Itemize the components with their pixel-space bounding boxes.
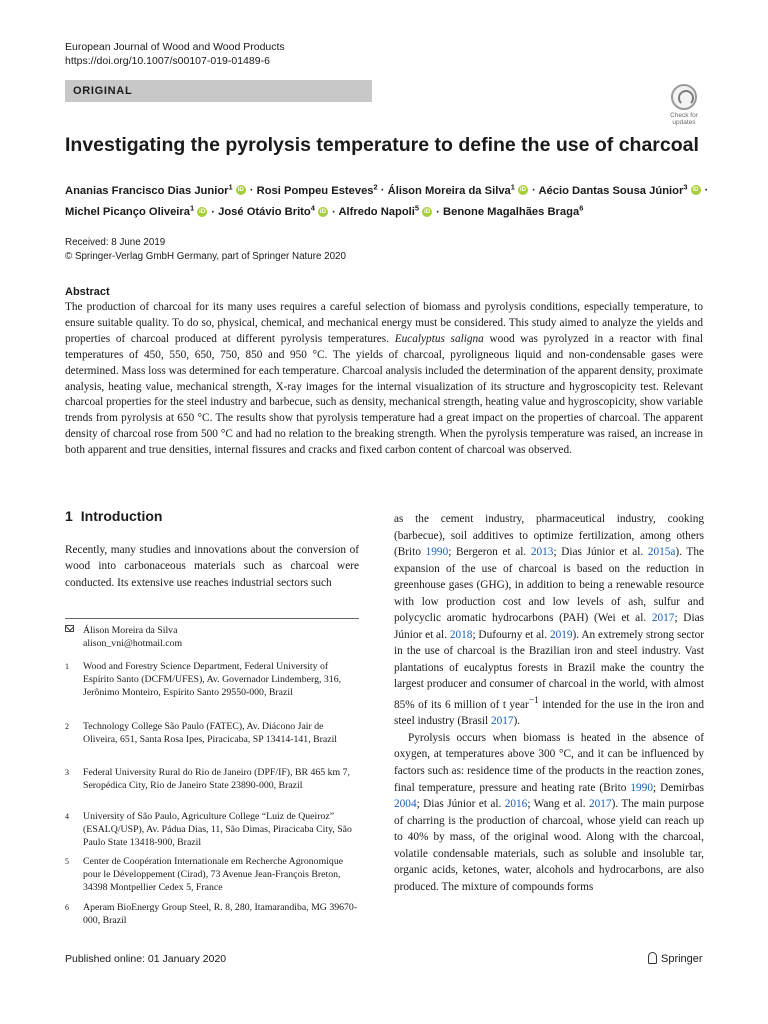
footnote-divider — [65, 618, 359, 619]
author[interactable]: Rosi Pompeu Esteves$^2$ — [256, 182, 378, 197]
envelope-icon — [65, 625, 74, 632]
orcid-icon[interactable]: iD — [692, 186, 699, 193]
article-type-banner: ORIGINAL — [65, 80, 372, 102]
abstract-body: The production of charcoal for its many uses requires a careful selection of biomass and pyrolysis conditions, especially temperature, to ensure suitable quality. To do so, physical, chemical, and mechanical energy must be considered. This study aimed to analyze the yields and properties of charcoal produced at different pyrolysis temperatures. Eucalyptus saligna wood was pyrolyzed in a reactor with final temperatures of 450, 550, 650, 750, 850 and 950 °C. The yields of charcoal, pyroligneous liquid and non-condensable gases were determined. Mass loss was determined for each temperature. Charcoal analysis included the determination of the apparent density, proximate analysis, heating value, mechanical strength, X-ray images for the internal visualization of its structure and hygroscopicity test. Relevant charcoal properties for the steel industry and barbecue, such as density, mechanical strength, heating value and hygroscopicity, show variable trends from pyrolysis at 650 °C. The results show that pyrolysis temperature had a great impact on the properties of charcoal. The apparent density of charcoal rose from 500 °C and had no relation to the breaking strength. When the pyrolysis temperature was raised, an increase in both apparent and true densities, internal fissures and cracks and fixed carbon content of charcoal was observed. — [65, 301, 704, 457]
check-updates-line1: Check for — [670, 112, 698, 119]
journal-name: European Journal of Wood and Wood Products — [65, 41, 285, 53]
corresponding-name: Álison Moreira da Silva — [83, 625, 178, 636]
author-list: Ananias Francisco Dias Junior$^1$ iD · Rosi Pompeu Esteves$^2$ · Álison Moreira da Silva$^1$ iD · Aécio Dantas Sousa Júnior$^3$ iD · Michel Picanço Oliveira$^1$ iD · José Otávio Brito$^4$ iD · Alfredo Napoli$^5$ iD · Benone Magalhães Braga$^6$ — [65, 182, 709, 219]
article-dates — [65, 236, 346, 264]
orcid-icon[interactable]: iD — [199, 208, 206, 215]
affiliation-4: 4 University of São Paulo, Agriculture College “Luiz de Queiroz” (ESALQ/USP), Av. Pádua Dias, 11, São Dimas, Piracicaba City, São Paulo State 13418-900, Brazil — [65, 811, 352, 849]
published-date: Published online: 01 January 2020 — [65, 953, 227, 965]
check-updates-icon — [671, 84, 697, 110]
citation-link[interactable]: 1990 — [425, 546, 449, 559]
author[interactable]: Michel Picanço Oliveira$^1$ — [65, 203, 195, 219]
springer-horse-icon — [648, 952, 657, 964]
intro-paragraph-2: Pyrolysis occurs when biomass is heated in the absence of oxygen, at temperatures above 300 °C, and it can be influenced by factors such as: residence time of the products in the reaction zones, final temperature, pressure and heating rate (Brito 1990; Demirbas 2004; Dias Júnior et al. 2016; Wang et al. 2017). The main purpose of charring is the production of charcoal, whose yield can reach up to 40% by mass, of the original wood. Along with the charcoal, volatile condensable materials, such as soluble and insoluble tar, organic acids, ketones, water, alcohols and hydrocarbons, are also produced. The mixture of compounds forms — [394, 731, 704, 893]
affiliation-2: 2 Technology College São Paulo (FATEC), Av. Diácono Jair de Oliveira, 651, Santa Rosa Ipes, Piracicaba, SP 13414-141, Brazil — [65, 721, 338, 746]
corresponding-email[interactable]: alison_vni@hotmail.com — [83, 638, 183, 650]
author[interactable]: Álison Moreira da Silva$^1$ — [387, 182, 515, 197]
affiliation-1: 1 Wood and Forestry Science Department, Federal University of Espírito Santo (DCFM/UFES), Av. Governador Lindemberg, 316, Jerônimo Monteiro, Espírito Santo 29550-000, Brazil — [65, 661, 342, 699]
author[interactable]: Alfredo Napoli$^5$ — [338, 203, 420, 219]
orcid-icon[interactable]: iD — [237, 186, 244, 193]
article-title: Investigating the pyrolysis temperature to define the use of charcoal — [65, 134, 699, 156]
received-date: Received: 8 June 2019 — [65, 237, 166, 248]
abstract-heading: Abstract — [65, 286, 110, 298]
copyright-line: © Springer-Verlag GmbH Germany, part of Springer Nature 2020 — [65, 251, 346, 262]
section-heading: 1 Introduction — [65, 508, 163, 524]
citation-link[interactable]: 2015a — [647, 546, 676, 559]
citation-link[interactable]: 2017 — [651, 612, 675, 625]
affiliation-6: 6 Aperam BioEnergy Group Steel, R. 8, 280, Itamarandiba, MG 39670-000, Brazil — [65, 902, 358, 927]
citation-link[interactable]: 2016 — [504, 798, 528, 811]
intro-paragraph-1: as the cement industry, pharmaceutical industry, cooking (barbecue), soil additives to optimize fertilization, among others (Brito 1990; Bergeron et al. 2013; Dias Júnior et al. 2015a). The expansion of the use of charcoal is based on the reduction in greenhouse gases (GHG), in addition to being a renewable resource with low production cost and low levels of ash, sulfur and polycyclic aromatic hydrocarbons (PAH) (Wei et al. 2017; Dias Júnior et al. 2018; Dufourny et al. 2019). An extremely strong sector in the use of charcoal is the Brazilian iron and steel industry. Vast plantations of eucalyptus forests in Brazil make the country the largest producer and consumer of charcoal in the world, with almost 85% of its 6 million of t year$^{-1}$ intended for the use in the iron and steel industry (Brasil 2017). — [394, 513, 705, 728]
citation-link[interactable]: 1990 — [630, 781, 653, 794]
publisher-logo — [648, 952, 703, 965]
affiliation-5: 5 Center de Coopération Internationale em Recherche Agronomique pour le Développement (Cirad), 73 Avenue Jean-François Breton, 34398 Montpellier Cedex 5, France — [65, 856, 344, 894]
citation-link[interactable]: 2019 — [549, 628, 573, 641]
author[interactable]: Ananias Francisco Dias Junior$^1$ — [65, 182, 233, 197]
orcid-icon[interactable]: iD — [424, 208, 431, 215]
intro-paragraph-left: Recently, many studies and innovations about the conversion of wood into carbonaceous materials such as charcoal were conducted. Its extensive use reaches industrial sectors such — [65, 544, 359, 589]
author[interactable]: José Otávio Brito$^4$ — [218, 203, 315, 219]
species-name: Eucalyptus saligna — [394, 332, 484, 345]
citation-link[interactable]: 2018 — [449, 628, 473, 641]
citation-link[interactable]: 2017 — [588, 798, 612, 811]
doi-link[interactable]: https://doi.org/10.1007/s00107-019-01489-6 — [65, 55, 270, 67]
check-updates-line2: updates — [672, 119, 696, 126]
affiliation-3: 3 Federal University Rural do Rio de Janeiro (DPF/IF), BR 465 km 7, Seropédica City, Rio de Janeiro State 23890-000, Brazil — [65, 767, 350, 792]
orcid-icon[interactable]: iD — [319, 208, 326, 215]
citation-link[interactable]: 2013 — [530, 546, 554, 559]
orcid-icon[interactable]: iD — [519, 186, 526, 193]
corresponding-author — [65, 624, 359, 650]
author[interactable]: Aécio Dantas Sousa Júnior$^3$ — [538, 182, 688, 197]
citation-link[interactable]: 2017 — [490, 715, 514, 728]
author[interactable]: Benone Magalhães Braga$^6$ — [443, 203, 584, 219]
publisher-name: Springer — [661, 953, 703, 965]
intro-paragraph-right — [394, 511, 704, 895]
check-for-updates-badge[interactable] — [664, 84, 704, 126]
journal-header — [65, 40, 285, 68]
citation-link[interactable]: 2004 — [394, 798, 417, 811]
